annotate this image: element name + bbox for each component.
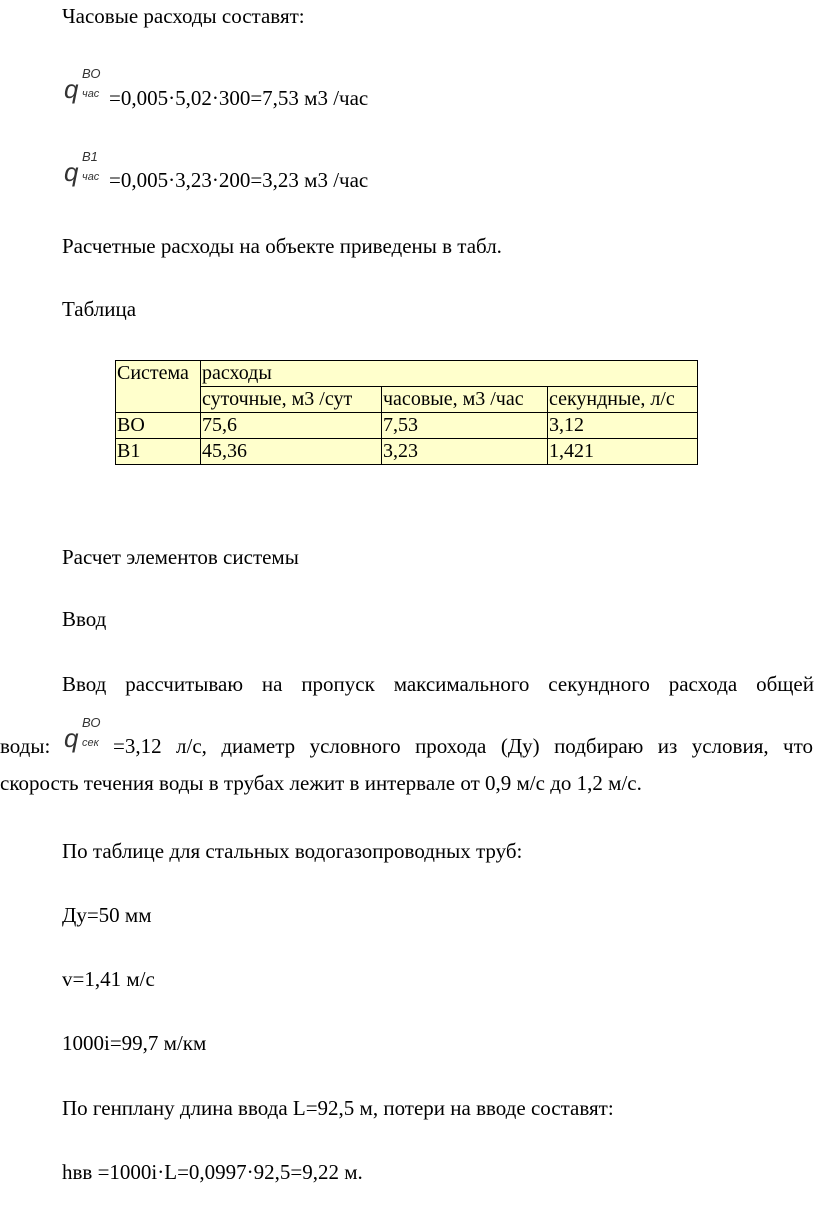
formula-symbol-q-vo-sec: q ВО сек (64, 715, 101, 753)
paragraph-line-3: скорость течения воды в трубах лежит в интервале от 0,9 м/с до 1,2 м/с. (0, 771, 642, 795)
table-reference-text: По таблице для стальных водогазопроводных труб: (62, 839, 523, 863)
formula-superscript: В1 (82, 149, 98, 164)
formula-subscript: час (82, 88, 100, 100)
section-heading-inlet: Ввод (62, 607, 107, 631)
nominal-diameter: Ду=50 мм (62, 903, 152, 927)
table-header-row (116, 361, 698, 387)
cell-system: В1 (116, 439, 201, 465)
cell-daily: 45,36 (201, 439, 382, 465)
header-second: секундные, л/с (548, 387, 698, 413)
hourly-flows-heading: Часовые расходы составят: (62, 4, 305, 28)
table-row (116, 413, 698, 439)
cell-second: 1,421 (548, 439, 698, 465)
cell-system: ВО (116, 413, 201, 439)
cell-second: 3,12 (548, 413, 698, 439)
table-subheader-row (116, 387, 698, 413)
paragraph-line-2-start: воды: (0, 734, 51, 758)
paragraph-line-2-end: =3,12 л/с, диаметр условного прохода (Ду) подбираю из условия, что (113, 734, 813, 758)
cell-daily: 75,6 (201, 413, 382, 439)
cell-hourly: 7,53 (382, 413, 548, 439)
formula-subscript: сек (82, 737, 99, 749)
formula-superscript: ВО (82, 715, 101, 730)
header-flows-group: расходы (201, 361, 698, 387)
table-row (116, 439, 698, 465)
head-loss-per-km: 1000i=99,7 м/км (62, 1031, 207, 1055)
inlet-head-loss: hвв =1000i·L=0,0997·92,5=9,22 м. (62, 1160, 363, 1184)
header-system: Система (116, 361, 201, 413)
header-hourly: часовые, м3 /час (382, 387, 548, 413)
flow-rates-table (115, 360, 698, 465)
formula-superscript: ВО (82, 66, 101, 81)
equation-vo-hourly: =0,005·5,02·300=7,53 м3 /час (109, 86, 369, 110)
formula-symbol-q-b1-hour: q В1 час (64, 149, 100, 187)
design-flows-text: Расчетные расходы на объекте приведены в табл. (62, 234, 502, 258)
formula-subscript: час (82, 171, 100, 183)
paragraph-line-1: Ввод рассчитываю на пропуск максимального секундного расхода общей (62, 672, 814, 696)
formula-symbol-q-vo-hour: q ВО час (64, 66, 101, 104)
header-daily: суточные, м3 /сут (201, 387, 382, 413)
table-caption: Таблица (62, 297, 137, 321)
section-heading-calc: Расчет элементов системы (62, 545, 299, 569)
genplan-length-text: По генплану длина ввода L=92,5 м, потери на вводе составят: (62, 1096, 614, 1120)
equation-b1-hourly: =0,005·3,23·200=3,23 м3 /час (109, 168, 369, 192)
cell-hourly: 3,23 (382, 439, 548, 465)
velocity-value: v=1,41 м/с (62, 967, 155, 991)
